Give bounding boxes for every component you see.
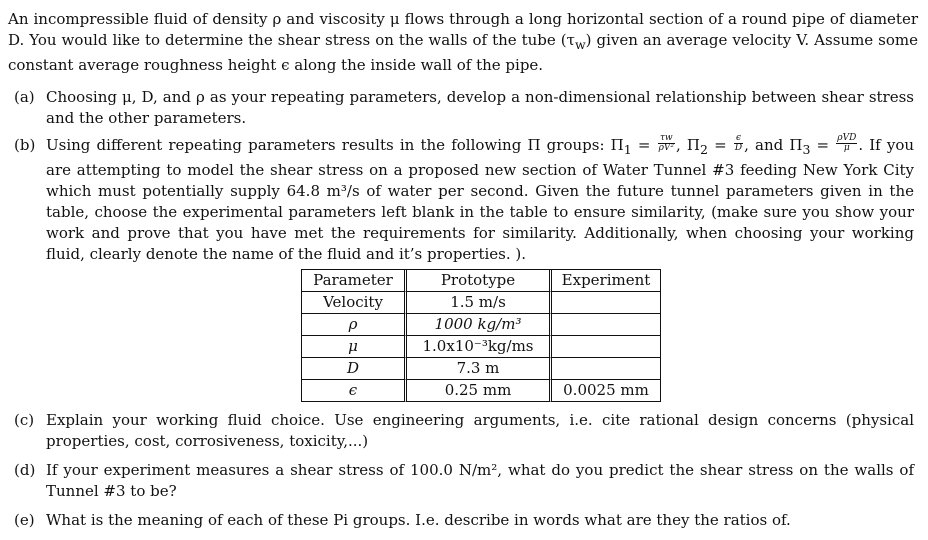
eq-sign-1: =	[631, 136, 657, 154]
intro-text-end: ) given an average velocity V. Assume some constant average roughness height ϵ along the inside wall of the pipe.	[8, 31, 918, 74]
cell-parameter: D	[302, 358, 407, 380]
cell-parameter: μ	[302, 336, 407, 358]
part-c-text: Explain your working fluid choice. Use engineering arguments, i.e. cite rational design concerns (physical properties, cost, corrosiveness, toxicity,...)	[46, 411, 914, 450]
pi3-denominator: μ	[843, 142, 850, 153]
cell-prototype: 1.5 m/s	[407, 292, 552, 314]
cell-prototype: 1000 kg/m³	[407, 314, 552, 336]
part-d-label: (d)	[14, 461, 36, 479]
cell-prototype: 1.0x10⁻³kg/ms	[407, 336, 552, 358]
cell-experiment: 0.0025 mm	[552, 380, 661, 402]
part-a-text: Choosing μ, D, and ρ as your repeating parameters, develop a non-dimensional relationship between shear stress and the other parameters.	[46, 88, 914, 127]
part-b	[14, 132, 915, 265]
cell-prototype: 0.25 mm	[407, 380, 552, 402]
table-row	[302, 358, 661, 380]
pi1-fraction	[658, 134, 675, 153]
cell-experiment	[552, 358, 661, 380]
header-parameter: Parameter	[302, 270, 407, 292]
intro-subscript: w	[574, 37, 586, 52]
pi2-subscript: 2	[700, 142, 708, 157]
part-b-text-end: . If you are attempting to model the shear stress on a proposed new section of Water Tunnel #3 feeding New York City which must potentially supply 64.8 m³/s of water per second. Given the future tunnel parameters given in the table, choose the experimental parameters left blank in the table to ensure similarity, (make sure you show your work and prove that you have met the requirements for similarity. Additionally, when choosing your working fluid, clearly denote the name of the fluid and it’s properties. ).	[46, 136, 915, 263]
part-a-label: (a)	[14, 88, 35, 106]
pi3-numerator: ρVD	[837, 132, 857, 143]
part-b-text	[46, 132, 915, 265]
part-a	[14, 87, 914, 129]
table-header-row	[302, 270, 661, 292]
part-b-label: (b)	[14, 136, 36, 154]
intro-text: An incompressible fluid of density ρ and viscosity μ flows through a long horizontal section of a round pipe of diameter D. You would like to determine the shear stress on the walls of the tube (τ	[8, 10, 918, 49]
part-e	[14, 510, 914, 531]
pi2-numerator: ϵ	[734, 134, 743, 144]
table-row	[302, 380, 661, 402]
pi3-fraction	[836, 134, 857, 153]
cell-experiment	[552, 292, 661, 314]
parameters-table-body	[302, 270, 661, 402]
eq-sign-3: =	[810, 136, 836, 154]
pi1-numerator: τw	[658, 134, 675, 144]
table-row	[302, 314, 661, 336]
parameters-table	[301, 269, 661, 402]
cell-experiment	[552, 314, 661, 336]
problem-intro	[8, 9, 918, 76]
part-c	[14, 410, 914, 452]
part-c-label: (c)	[14, 411, 35, 429]
table-row	[302, 292, 661, 314]
sep-1: , Π	[676, 136, 701, 154]
part-d	[14, 460, 914, 502]
cell-parameter: ρ	[302, 314, 407, 336]
cell-prototype: 7.3 m	[407, 358, 552, 380]
table-row	[302, 336, 661, 358]
pi3-subscript: 3	[802, 142, 811, 157]
cell-parameter: Velocity	[302, 292, 407, 314]
eq-sign-2: =	[707, 136, 733, 154]
part-e-label: (e)	[14, 511, 35, 529]
header-prototype: Prototype	[407, 270, 552, 292]
part-e-text: What is the meaning of each of these Pi groups. I.e. describe in words what are they the ratios of.	[46, 511, 791, 529]
pi1-denominator: ρV²	[658, 142, 674, 153]
pi2-fraction	[734, 134, 743, 153]
header-experiment: Experiment	[552, 270, 661, 292]
pi1-subscript: 1	[623, 142, 632, 157]
sep-2: , and Π	[744, 136, 803, 154]
pi2-denominator: D	[734, 142, 743, 153]
cell-parameter: ϵ	[302, 380, 407, 402]
part-b-text-start: Using different repeating parameters results in the following Π groups: Π	[46, 136, 624, 154]
part-d-text: If your experiment measures a shear stress of 100.0 N/m², what do you predict the shear stress on the walls of Tunnel #3 to be?	[46, 461, 914, 500]
cell-experiment	[552, 336, 661, 358]
